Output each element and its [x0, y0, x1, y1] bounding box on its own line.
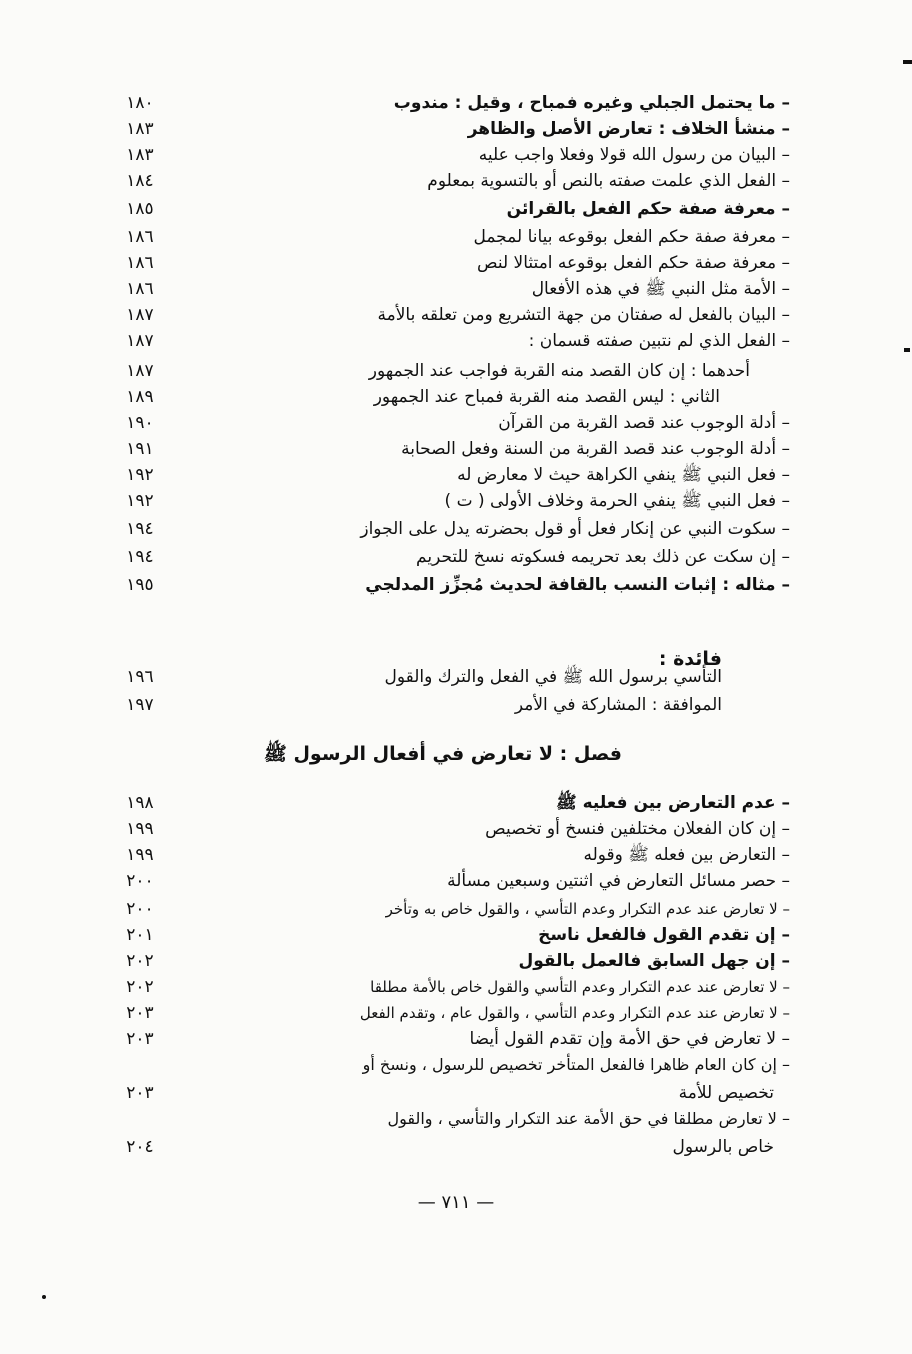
toc-page-number: ١٩٤	[126, 519, 154, 539]
scan-mark	[903, 60, 912, 64]
toc-entry-text: – إن تقدم القول فالفعل ناسخ	[538, 925, 790, 945]
toc-entry	[110, 1052, 790, 1078]
toc-entry-text: – الفعل الذي علمت صفته بالنص أو بالتسوية بمعلوم	[427, 171, 790, 191]
toc-page-number: ١٩٠	[126, 413, 154, 433]
scan-mark	[904, 348, 910, 352]
page-number: — ٧١١ —	[417, 1192, 495, 1213]
scan-mark	[42, 1295, 46, 1299]
toc-entry-text: – منشأ الخلاف : تعارض الأصل والظاهر	[467, 119, 790, 139]
toc-entry-text: – أدلة الوجوب عند قصد القربة من السنة وفعل الصحابة	[401, 439, 790, 459]
toc-entry	[110, 896, 790, 922]
toc-entry	[110, 842, 790, 868]
toc-entry	[110, 790, 790, 816]
toc-entry	[110, 168, 790, 194]
toc-entry	[110, 948, 790, 974]
toc-entry	[110, 1026, 790, 1052]
toc-page-number: ١٩٦	[126, 667, 154, 687]
toc-entry	[110, 692, 790, 718]
toc-entry	[110, 572, 790, 598]
toc-entry-text: – لا تعارض مطلقا في حق الأمة عند التكرار والتأسي ، والقول	[387, 1109, 790, 1128]
toc-entry-text: الموافقة : المشاركة في الأمر	[514, 695, 722, 715]
toc-entry-text: – إن كان العام ظاهرا فالفعل المتأخر تخصيص للرسول ، ونسخ أو	[362, 1055, 790, 1074]
toc-entry-text: خاص بالرسول	[672, 1137, 774, 1157]
toc-entry-text: – إن كان الفعلان مختلفين فنسخ أو تخصيص	[485, 819, 790, 839]
toc-page-number: ٢٠٣	[126, 1083, 154, 1103]
toc-page-number: ١٨٧	[126, 305, 154, 325]
toc-entry	[110, 868, 790, 894]
toc-page-number: ١٨٤	[126, 171, 154, 191]
toc-entry-text: تخصيص للأمة	[678, 1083, 774, 1103]
toc-entry	[110, 922, 790, 948]
toc-entry	[110, 328, 790, 354]
toc-entry-continuation	[110, 1080, 790, 1106]
toc-entry	[110, 1000, 790, 1026]
toc-entry	[110, 358, 790, 384]
toc-entry-text: الثاني : ليس القصد منه القربة فمباح عند الجمهور	[373, 387, 720, 407]
toc-page-number: ١٩٩	[126, 845, 154, 865]
toc-entry	[110, 302, 790, 328]
toc-page-number: ٢٠٠	[126, 899, 154, 919]
toc-entry	[110, 142, 790, 168]
toc-entry-text: أحدهما : إن كان القصد منه القربة فواجب عند الجمهور	[368, 361, 750, 381]
toc-page-number: ٢٠٣	[126, 1029, 154, 1049]
toc-page-number: ١٨٦	[126, 253, 154, 273]
toc-entry	[110, 544, 790, 570]
toc-entry	[110, 410, 790, 436]
toc-entry-continuation	[110, 1134, 790, 1160]
toc-page-number: ١٨٧	[126, 361, 154, 381]
toc-entry-text: – فعل النبي ﷺ ينفي الحرمة وخلاف الأولى ( ت )	[444, 491, 790, 511]
toc-entry-text: – لا تعارض في حق الأمة وإن تقدم القول أيضا	[469, 1029, 790, 1049]
chapter-heading: فصل : لا تعارض في أفعال الرسول ﷺ	[263, 743, 622, 765]
toc-entry-text: – معرفة صفة حكم الفعل بوقوعه بيانا لمجمل	[473, 227, 790, 247]
toc-entry-text: – لا تعارض عند عدم التكرار وعدم التأسي والقول خاص بالأمة مطلقا	[370, 978, 790, 996]
toc-entry	[110, 276, 790, 302]
toc-page-number: ١٨٧	[126, 331, 154, 351]
toc-entry-text: – الفعل الذي لم نتبين صفته قسمان :	[528, 331, 790, 351]
toc-entry-text: – مثاله : إثبات النسب بالقافة لحديث مُجزِّز المدلجي	[365, 575, 790, 595]
toc-entry-text: – لا تعارض عند عدم التكرار وعدم التأسي ، والقول خاص به وتأخر	[385, 900, 790, 918]
toc-entry-text: – إن سكت عن ذلك بعد تحريمه فسكوته نسخ للتحريم	[416, 547, 790, 567]
toc-page-number: ١٨٩	[126, 387, 154, 407]
toc-entry	[110, 196, 790, 222]
toc-page-number: ٢٠٢	[126, 951, 154, 971]
toc-entry	[110, 116, 790, 142]
toc-entry-text: – أدلة الوجوب عند قصد القربة من القرآن	[498, 413, 790, 433]
toc-page-number: ١٩١	[126, 439, 154, 459]
toc-entry-text: – إن جهل السابق فالعمل بالقول	[518, 951, 790, 971]
toc-page-number: ١٨٣	[126, 145, 154, 165]
toc-page-number: ١٩٢	[126, 491, 154, 511]
toc-entry-text: – التعارض بين فعله ﷺ وقوله	[583, 845, 790, 865]
toc-page-number: ٢٠٣	[126, 1003, 154, 1023]
toc-entry-text: – معرفة صفة حكم الفعل بوقوعه امتثالا لنص	[477, 253, 790, 273]
toc-page-number: ١٨٥	[126, 199, 154, 219]
toc-entry	[110, 462, 790, 488]
toc-page-number: ٢٠٢	[126, 977, 154, 997]
toc-entry-text: – الأمة مثل النبي ﷺ في هذه الأفعال	[531, 279, 790, 299]
toc-entry	[110, 1106, 790, 1132]
toc-page-number: ١٨٠	[126, 93, 154, 113]
toc-page-number: ١٨٣	[126, 119, 154, 139]
toc-page-number: ١٨٦	[126, 227, 154, 247]
toc-page-number: ١٩٩	[126, 819, 154, 839]
toc-page-number: ١٩٢	[126, 465, 154, 485]
toc-entry	[110, 664, 790, 690]
toc-entry-text: – ما يحتمل الجبلي وغيره فمباح ، وقيل : مندوب	[393, 93, 790, 113]
toc-page-number: ٢٠٠	[126, 871, 154, 891]
toc-entry	[110, 384, 790, 410]
toc-page-number: ٢٠١	[126, 925, 154, 945]
toc-page-number: ١٩٤	[126, 547, 154, 567]
toc-page-number: ١٩٨	[126, 793, 154, 813]
toc-entry-text: – حصر مسائل التعارض في اثنتين وسبعين مسألة	[447, 871, 790, 891]
toc-entry	[110, 488, 790, 514]
toc-entry-text: – سكوت النبي عن إنكار فعل أو قول بحضرته يدل على الجواز	[360, 519, 790, 539]
toc-entry	[110, 224, 790, 250]
toc-page-number: ١٨٦	[126, 279, 154, 299]
toc-entry	[110, 250, 790, 276]
toc-page-number: ١٩٥	[126, 575, 154, 595]
toc-entry	[110, 90, 790, 116]
section-heading: فائدة :	[658, 648, 722, 670]
toc-entry	[110, 436, 790, 462]
toc-entry-text: – البيان من رسول الله قولا وفعلا واجب عليه	[478, 145, 790, 165]
toc-entry-text: التأسي برسول الله ﷺ في الفعل والترك والقول	[384, 667, 722, 687]
toc-page-number: ١٩٧	[126, 695, 154, 715]
toc-entry	[110, 516, 790, 542]
toc-page-number: ٢٠٤	[126, 1137, 154, 1157]
toc-entry	[110, 816, 790, 842]
toc-entry-text: – البيان بالفعل له صفتان من جهة التشريع ومن تعلقه بالأمة	[377, 305, 790, 325]
toc-entry-text: – لا تعارض عند عدم التكرار وعدم التأسي ، والقول عام ، وتقدم الفعل	[359, 1004, 790, 1022]
toc-entry-text: – عدم التعارض بين فعليه ﷺ	[556, 793, 790, 813]
toc-entry	[110, 974, 790, 1000]
toc-entry-text: – فعل النبي ﷺ ينفي الكراهة حيث لا معارض له	[457, 465, 790, 485]
toc-entry-text: – معرفة صفة حكم الفعل بالقرائن	[506, 199, 790, 219]
